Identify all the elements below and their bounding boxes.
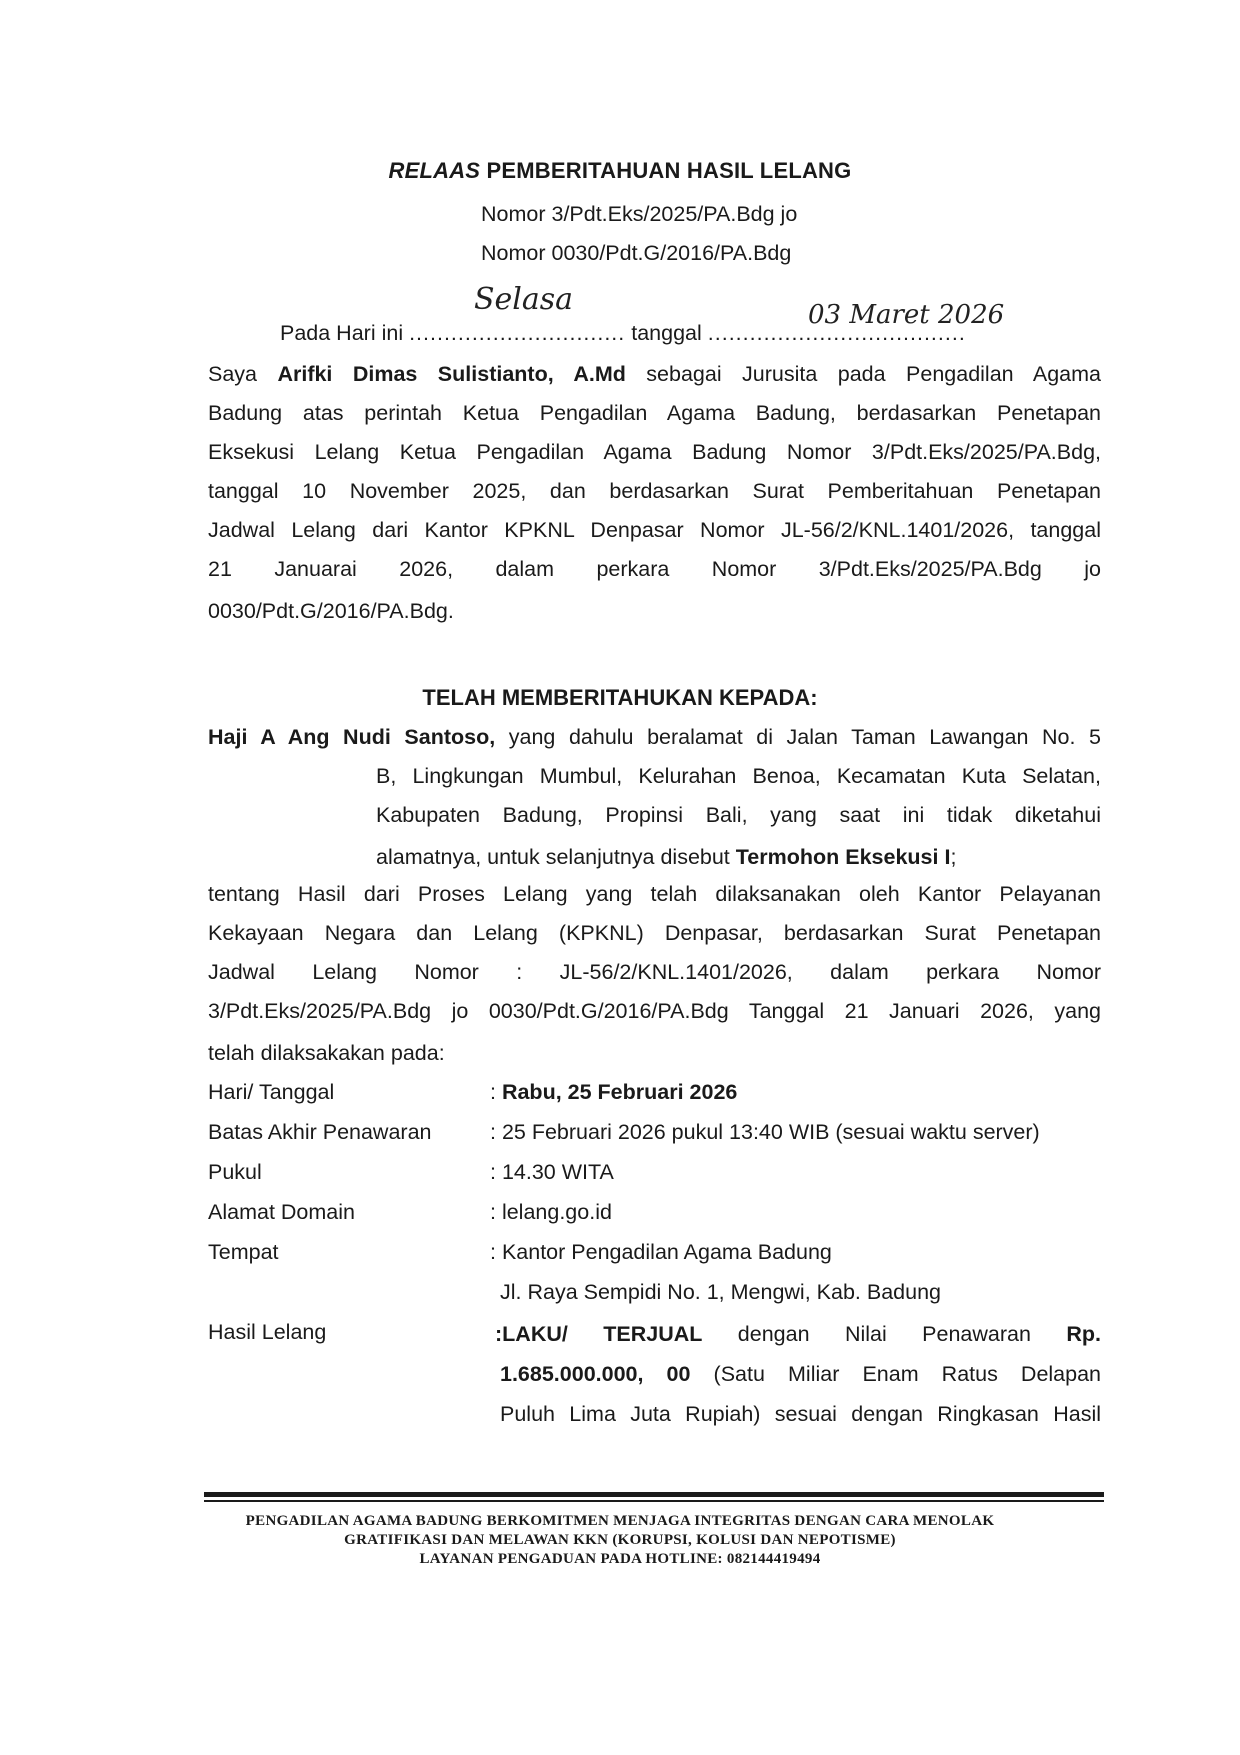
footer-line-2: GRATIFIKASI DAN MELAWAN KKN (KORUPSI, KOLUSI DAN NEPOTISME): [344, 1532, 896, 1548]
about-line-2: Kekayaan Negara dan Lelang (KPKNL) Denpasar, berdasarkan Surat Penetapan: [208, 921, 1101, 945]
day-dots: ...............................: [409, 321, 626, 345]
recipient-line-2: B, Lingkungan Mumbul, Kelurahan Benoa, Kecamatan Kuta Selatan,: [376, 764, 1101, 788]
intro-line-4: tanggal 10 November 2025, dan berdasarkan Surat Pemberitahuan Penetapan: [208, 479, 1101, 503]
intro-line-2: Badung atas perintah Ketua Pengadilan Agama Badung, berdasarkan Penetapan: [208, 401, 1101, 425]
intro-line-5: Jadwal Lelang dari Kantor KPKNL Denpasar Nomor JL-56/2/KNL.1401/2026, tanggal: [208, 518, 1101, 542]
about-line-5: telah dilaksakakan pada:: [208, 1041, 445, 1065]
title-italic: RELAAS: [388, 158, 481, 183]
handwritten-day: Selasa: [474, 282, 574, 317]
bailiff-name: Arifki Dimas Sulistianto, A.Md: [277, 362, 626, 386]
intro-line-6: 21 Januarai 2026, dalam perkara Nomor 3/Pdt.Eks/2025/PA.Bdg jo: [208, 557, 1101, 581]
recipient-line-1: Haji A Ang Nudi Santoso, yang dahulu beralamat di Jalan Taman Lawangan No. 5: [208, 725, 1101, 749]
intro-line-3: Eksekusi Lelang Ketua Pengadilan Agama Badung Nomor 3/Pdt.Eks/2025/PA.Bdg,: [208, 440, 1101, 464]
case-number-2: Nomor 0030/Pdt.G/2016/PA.Bdg: [481, 241, 792, 265]
domain-value: : lelang.go.id: [490, 1200, 612, 1224]
footer-line-1: PENGADILAN AGAMA BADUNG BERKOMITMEN MENJAGA INTEGRITAS DENGAN CARA MENOLAK: [245, 1513, 995, 1529]
place-label: Tempat: [208, 1240, 279, 1264]
about-line-3: Jadwal Lelang Nomor : JL-56/2/KNL.1401/2026, dalam perkara Nomor: [208, 960, 1101, 984]
handwritten-date: 03 Maret 2026: [808, 300, 1005, 330]
date-label: tanggal: [631, 321, 702, 345]
day-date-value: : Rabu, 25 Februari 2026: [490, 1080, 738, 1104]
domain-label: Alamat Domain: [208, 1200, 355, 1224]
day-label: Pada Hari ini: [280, 321, 404, 345]
intro-line-1: Saya Arifki Dimas Sulistianto, A.Md sebagai Jurusita pada Pengadilan Agama: [208, 362, 1101, 386]
auction-amount: 1.685.000.000, 00: [500, 1362, 691, 1386]
time-value: : 14.30 WITA: [490, 1160, 614, 1184]
document-title: [0, 158, 1240, 184]
place-value-2: Jl. Raya Sempidi No. 1, Mengwi, Kab. Badung: [500, 1280, 941, 1304]
footer-rule-thick: [204, 1492, 1104, 1497]
date-dots: .....................................: [707, 321, 966, 345]
deadline-value: : 25 Februari 2026 pukul 13:40 WIB (sesuai waktu server): [490, 1120, 1040, 1144]
title-rest: PEMBERITAHUAN HASIL LELANG: [480, 158, 852, 183]
footer-rule-thin: [204, 1500, 1104, 1502]
recipient-heading: TELAH MEMBERITAHUKAN KEPADA:: [422, 685, 818, 710]
recipient-line-4: alamatnya, untuk selanjutnya disebut Termohon Eksekusi I;: [376, 845, 957, 869]
date-line: [280, 320, 966, 346]
result-line-1: :LAKU/ TERJUAL dengan Nilai Penawaran Rp.: [495, 1322, 1101, 1346]
day-date-label: Hari/ Tanggal: [208, 1080, 335, 1104]
result-line-3: Puluh Lima Juta Rupiah) sesuai dengan Ringkasan Hasil: [500, 1402, 1101, 1426]
footer-line-3: LAYANAN PENGADUAN PADA HOTLINE: 082144419494: [419, 1551, 821, 1567]
about-line-1: tentang Hasil dari Proses Lelang yang telah dilaksanakan oleh Kantor Pelayanan: [208, 882, 1101, 906]
result-label: Hasil Lelang: [208, 1320, 327, 1344]
result-line-2: 1.685.000.000, 00 (Satu Miliar Enam Ratus Delapan: [500, 1362, 1102, 1386]
about-line-4: 3/Pdt.Eks/2025/PA.Bdg jo 0030/Pdt.G/2016/PA.Bdg Tanggal 21 Januari 2026, yang: [208, 999, 1101, 1023]
recipient-line-3: Kabupaten Badung, Propinsi Bali, yang saat ini tidak diketahui: [376, 803, 1101, 827]
case-number-1: Nomor 3/Pdt.Eks/2025/PA.Bdg jo: [481, 202, 798, 226]
respondent-designation: Termohon Eksekusi I: [735, 845, 951, 869]
recipient-name: Haji A Ang Nudi Santoso,: [208, 725, 496, 749]
intro-line-7: 0030/Pdt.G/2016/PA.Bdg.: [208, 599, 454, 623]
time-label: Pukul: [208, 1160, 262, 1184]
place-value-1: : Kantor Pengadilan Agama Badung: [490, 1240, 832, 1264]
deadline-label: Batas Akhir Penawaran: [208, 1120, 432, 1144]
